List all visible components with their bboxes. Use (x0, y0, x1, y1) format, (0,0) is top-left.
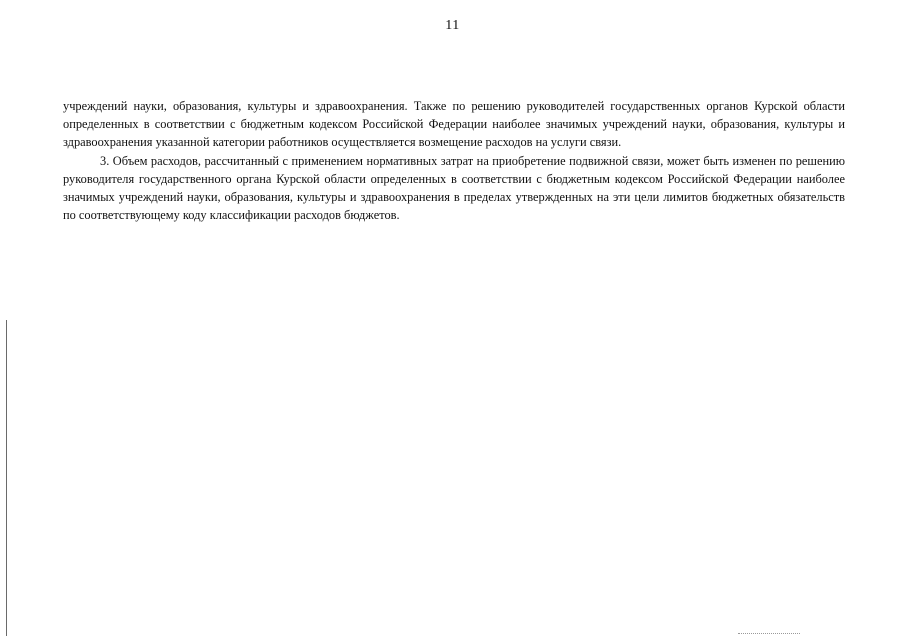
scan-edge-line (6, 320, 7, 636)
scan-noise-mark (738, 633, 800, 634)
page-number: 11 (445, 18, 460, 33)
paragraph-continuation: учреждений науки, образования, культуры и здравоохранения. Также по решению руководителей государственных органов Курской области определенных в соответствии с бюджетным кодексом Российской Федерации наиболее значимых учреждений науки, образования, культуры и здравоохранения указанной категории работников осуществляется возмещение расходов на услуги связи. (63, 99, 845, 150)
document-body (63, 97, 845, 224)
paragraph-item-3: 3. Объем расходов, рассчитанный с применением нормативных затрат на приобретение подвижной связи, может быть изменен по решению руководителя государственного органа Курской области определенных в соответствии с бюджетным кодексом Российской Федерации наиболее значимых учреждений науки, образования, культуры и здравоохранения в пределах утвержденных на эти цели лимитов бюджетных обязательств по соответствующему коду классификации расходов бюджетов. (63, 153, 845, 223)
